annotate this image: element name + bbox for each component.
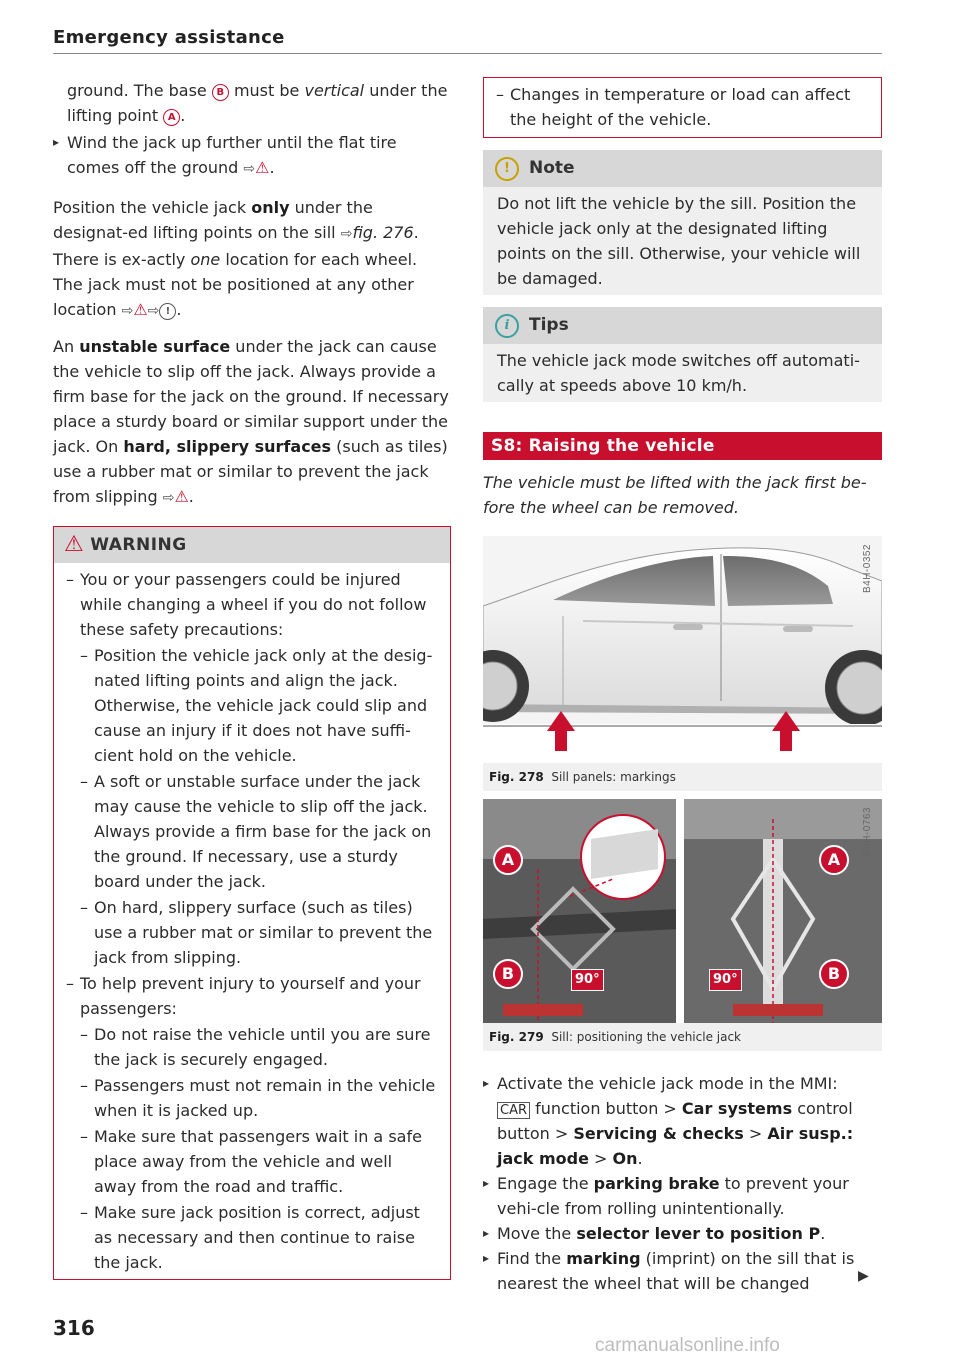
- paragraph-base: ground. The base B must be vertical under the lifting point A .: [67, 81, 448, 125]
- arrow-ref-icon: ⇨: [162, 490, 175, 506]
- paragraph-position-jack: Position the vehicle jack only under the designat-ed lifting points on the sill ⇨fig. 276. There is ex-actly one location for each wheel. The jack must not be positioned at any other location ⇨⚠⇨ ! .: [53, 198, 419, 319]
- step-parking-brake: ▸ Engage the parking brake to prevent your vehi-cle from rolling unintentionally.: [483, 1171, 882, 1221]
- warning-box: [53, 526, 451, 1280]
- procedure-steps: [483, 1071, 882, 1296]
- arrow-ref-icon: ⇨: [147, 303, 160, 319]
- note-header: ! Note: [483, 150, 882, 187]
- watermark: carmanualsonline.info: [595, 1335, 780, 1356]
- warning-triangle-icon: ⚠: [174, 487, 189, 506]
- running-header: [53, 24, 882, 54]
- warning-box-continued: [483, 77, 882, 138]
- warning-item: – Passengers must not remain in the vehicle when it is jacked up.: [66, 1073, 438, 1123]
- callout-b-right: B: [819, 959, 849, 989]
- warning-item: – Position the vehicle jack only at the desig-nated lifting points and align the jack. Otherwise, the vehicle jack could slip and cause an injury if it does not have suffi-cient hold on the vehicle.: [66, 643, 438, 768]
- step-wind-jack: ▸ Wind the jack up further until the flat tire comes off the ground ⇨⚠.: [53, 130, 451, 182]
- step-find-marking: ▸ Find the marking (imprint) on the sill that is nearest the wheel that will be changed: [483, 1246, 882, 1296]
- right-column: [483, 78, 882, 1296]
- warning-item: – On hard, slippery surface (such as tiles) use a rubber mat or similar to prevent the jack from slipping.: [66, 895, 438, 970]
- warning-item: – A soft or unstable surface under the jack may cause the vehicle to slip off the jack. Always provide a firm base for the jack on the ground. If necessary, use a sturdy board under the jack.: [66, 769, 438, 894]
- figure-code: B4H-0352: [862, 544, 873, 594]
- car-side-illustration: [483, 536, 882, 763]
- warning-item: – Make sure jack position is correct, adjust as necessary and then continue to raise the jack.: [66, 1200, 438, 1275]
- tips-text: The vehicle jack mode switches off automati-cally at speeds above 10 km/h.: [483, 344, 882, 402]
- note-circle-icon: !: [159, 303, 176, 320]
- step-activate-jack-mode: ▸ Activate the vehicle jack mode in the MMI: CAR function button > Car systems control button > Servicing & checks > Air susp.: jack mode > On.: [483, 1071, 882, 1171]
- chapter-title: Emergency assistance: [53, 27, 285, 48]
- warning-item: – Do not raise the vehicle until you are sure the jack is securely engaged.: [66, 1022, 438, 1072]
- warning-triangle-icon: ⚠: [255, 158, 270, 177]
- arrow-ref-icon: ⇨: [340, 226, 353, 242]
- warning-triangle-icon: ⚠: [133, 300, 148, 319]
- note-exclamation-icon: !: [495, 157, 519, 181]
- jack-svg: [483, 799, 882, 1023]
- info-icon: i: [495, 314, 519, 338]
- warning-header: ⚠ WARNING: [54, 527, 450, 563]
- label-a-icon: A: [163, 109, 180, 126]
- warning-item: – To help prevent injury to yourself and your passengers:: [66, 971, 438, 1021]
- page-number: 316: [53, 1316, 95, 1340]
- jack-positioning-illustration: [483, 799, 882, 1023]
- paragraph-unstable-surface: An unstable surface under the jack can cause the vehicle to slip off the jack. Always provide a firm base for the jack on the ground. If necessary place a sturdy board or similar support under the jack. On hard, slippery surfaces (such as tiles) use a rubber mat or similar to prevent the jack from slipping ⇨⚠.: [53, 337, 449, 506]
- car-function-button: CAR: [497, 1102, 530, 1119]
- figure-reference-link[interactable]: fig. 276: [352, 223, 414, 242]
- arrow-ref-icon: ⇨: [243, 161, 256, 177]
- warning-triangle-icon: ⚠: [64, 532, 85, 557]
- left-column: [53, 78, 451, 1280]
- angle-label-right: 90°: [709, 969, 742, 991]
- tips-header: i Tips: [483, 307, 882, 344]
- angle-label-left: 90°: [571, 969, 604, 991]
- warning-item: – Make sure that passengers wait in a safe place away from the vehicle and well away from the road and traffic.: [66, 1124, 438, 1199]
- arrow-ref-icon: ⇨: [121, 303, 134, 319]
- callout-a-left: A: [493, 845, 523, 875]
- callout-b-left: B: [493, 959, 523, 989]
- warning-item: – Changes in temperature or load can affect the height of the vehicle.: [496, 82, 869, 132]
- figure-caption: Fig. 279 Sill: positioning the vehicle jack: [489, 1030, 742, 1044]
- step-selector-lever: ▸ Move the selector lever to position P.: [483, 1221, 882, 1246]
- note-box: [483, 150, 882, 295]
- tips-box: [483, 307, 882, 402]
- figure-278: [483, 536, 882, 791]
- car-side-svg: [483, 536, 882, 763]
- continue-arrow-icon: ▶: [858, 1268, 869, 1284]
- warning-item: – You or your passengers could be injured while changing a wheel if you do not follow these safety precautions:: [66, 567, 438, 642]
- section-intro: The vehicle must be lifted with the jack first be-fore the wheel can be removed.: [483, 473, 867, 517]
- figure-code: B4H-0763: [862, 807, 873, 857]
- section-title: S8: Raising the vehicle: [483, 432, 882, 460]
- figure-279: [483, 799, 882, 1051]
- warning-list: [54, 563, 450, 1279]
- figure-caption: Fig. 278 Sill panels: markings: [489, 770, 676, 784]
- note-text: Do not lift the vehicle by the sill. Position the vehicle jack only at the designated lifting points on the sill. Otherwise, your vehicle will be damaged.: [483, 187, 882, 295]
- label-b-icon: B: [212, 84, 229, 101]
- callout-a-right: A: [819, 845, 849, 875]
